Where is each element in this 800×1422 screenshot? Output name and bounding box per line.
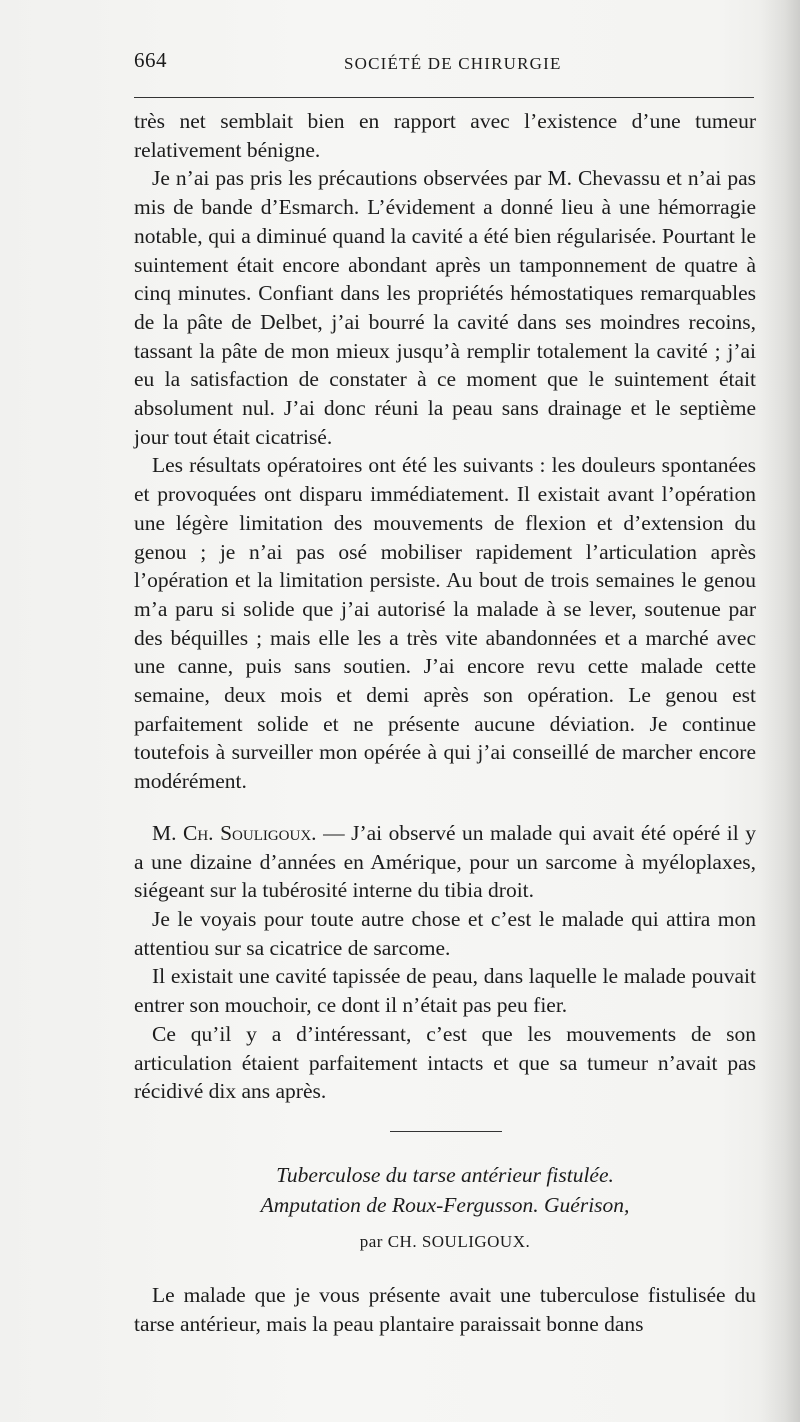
page-header xyxy=(134,46,754,86)
section-divider xyxy=(390,1131,502,1132)
paragraph: très net semblait bien en rapport avec l’existence d’une tumeur relativement bénigne. xyxy=(134,109,756,162)
speaker-name: M. Ch. Souligoux. xyxy=(152,820,317,845)
page-number: 664 xyxy=(134,48,167,72)
section-title-line-2: Amputation de Roux-Fergusson. Guérison, xyxy=(260,1193,630,1217)
page-edge-shadow xyxy=(760,0,800,1422)
paragraph: Le malade que je vous présente avait une tuberculose fistulisée du tarse antérieur, mais la peau plantaire paraissait bonne dans xyxy=(134,1283,756,1336)
section-heading xyxy=(134,1160,756,1252)
section-title-line-1: Tuberculose du tarse antérieur fistulée. xyxy=(276,1163,614,1187)
paragraph: Il existait une cavité tapissée de peau, dans laquelle le malade pouvait entrer son mouchoir, ce dont il n’était pas peu fier. xyxy=(134,964,756,1018)
discussion-text: — J’ai observé un malade qui avait été opéré il y a une dizaine d’années en Amérique, pour un sarcome à myéloplaxes, siégeant sur la tubérosité interne du tibia droit. xyxy=(134,820,756,903)
section-byline: par CH. SOULIGOUX. xyxy=(359,1232,531,1251)
running-title: SOCIÉTÉ DE CHIRURGIE xyxy=(344,54,562,73)
paragraph: Je n’ai pas pris les précautions observées par M. Chevassu et n’ai pas mis de bande d’Esmarch. L’évidement a donné lieu à une hémorragie notable, qui a diminué quand la cavité a été bien régularisée. Pourtant le suintement était encore abondant après un tamponnement de quatre à cinq minutes. Confiant dans les propriétés hémostatiques remarquables de la pâte de Delbet, j’ai bourré la cavité dans ses moindres recoins, tassant la pâte de mon mieux jusqu’à remplir totalement la cavité ; j’ai eu la satisfaction de constater à ce moment que le suintement était absolument nul. J’ai donc réuni la peau sans drainage et le septième jour tout était cicatrisé. xyxy=(134,166,756,449)
paragraph: Je le voyais pour toute autre chose et c’est le malade qui attira mon attentiou sur sa cicatrice de sarcome. xyxy=(134,906,756,960)
main-text xyxy=(134,107,756,1106)
paragraph: Les résultats opératoires ont été les suivants : les douleurs spontanées et provoquées ont disparu immédiatement. Il existait avant l’opération une légère limitation des mouvements de flexion et d’extension du genou ; je n’ai pas osé mobiliser rapidement l’articulation après l’opération et la limitation persiste. Au bout de trois semaines le genou m’a paru si solide que j’ai autorisé la malade à se lever, soutenue par des béquilles ; mais elle les a très vite abandonnées et a marché avec une canne, puis sans soutien. J’ai encore revu cette malade cette semaine, deux mois et demi après son opération. Le genou est parfaitement solide et ne présente aucune déviation. Je continue toutefois à surveiller mon opérée à qui j’ai conseillé de marcher encore modérément. xyxy=(134,453,756,794)
section-text xyxy=(134,1281,756,1338)
header-rule xyxy=(134,97,754,98)
paragraph: Ce qu’il y a d’intéressant, c’est que les mouvements de son articulation étaient parfaitement intacts et que sa tumeur n’avait pas récidivé dix ans après. xyxy=(134,1021,756,1104)
discussion-paragraph xyxy=(134,819,756,905)
